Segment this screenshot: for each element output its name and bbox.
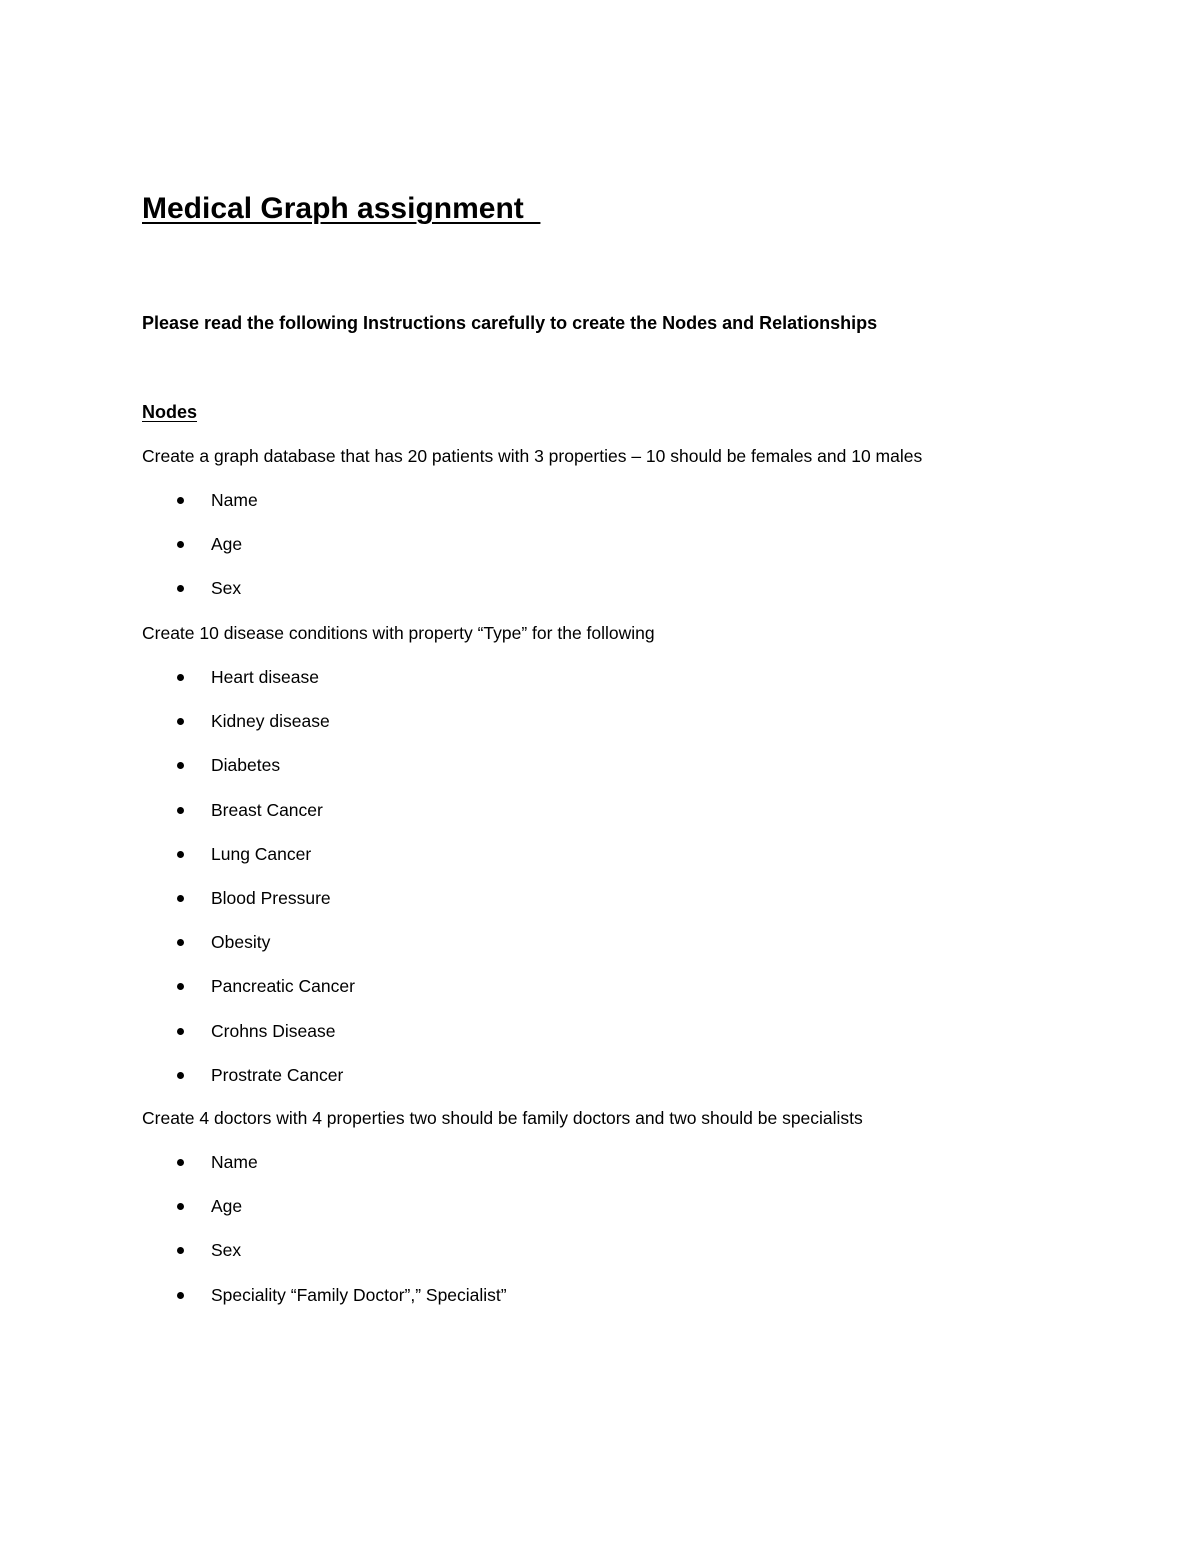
disease-item: Blood Pressure (211, 887, 331, 908)
doctor-property: Speciality “Family Doctor”,” Specialist” (211, 1284, 507, 1305)
bullet-icon (177, 895, 184, 902)
disease-item: Diabetes (211, 755, 281, 776)
disease-item: Heart disease (211, 667, 319, 687)
diseases-intro: Create 10 disease conditions with property “Type” for the following (142, 623, 655, 643)
bullet-icon (177, 718, 184, 725)
doctor-property: Name (211, 1152, 258, 1172)
bullet-icon (177, 1028, 184, 1035)
bullet-icon (177, 1159, 184, 1166)
bullet-icon (177, 983, 184, 990)
bullet-icon (177, 1247, 184, 1254)
document-title: Medical Graph assignment (142, 192, 541, 225)
disease-item: Obesity (211, 932, 271, 953)
patients-intro: Create a graph database that has 20 patients with 3 properties – 10 should be females and 10 males (142, 446, 923, 466)
bullet-icon (177, 1203, 184, 1210)
bullet-icon (177, 585, 184, 592)
section-heading-nodes: Nodes (142, 402, 198, 422)
bullet-icon (177, 939, 184, 946)
disease-item: Breast Cancer (211, 799, 323, 820)
bullet-icon (177, 541, 184, 548)
disease-item: Kidney disease (211, 711, 330, 732)
doctor-property: Sex (211, 1240, 242, 1261)
disease-item: Pancreatic Cancer (211, 976, 355, 997)
bullet-icon (177, 762, 184, 769)
patient-property: Sex (211, 578, 242, 599)
bullet-icon (177, 1292, 184, 1299)
disease-item: Prostrate Cancer (211, 1064, 344, 1085)
patient-property: Name (211, 490, 258, 510)
bullet-icon (177, 807, 184, 814)
bullet-icon (177, 674, 184, 681)
doctor-property: Age (211, 1196, 243, 1217)
disease-item: Lung Cancer (211, 843, 312, 864)
disease-item: Crohns Disease (211, 1020, 336, 1041)
bullet-icon (177, 851, 184, 858)
instructions-text: Please read the following Instructions carefully to create the Nodes and Relationships (142, 313, 878, 333)
doctors-intro: Create 4 doctors with 4 properties two should be family doctors and two should be specialists (142, 1108, 863, 1128)
bullet-icon (177, 1072, 184, 1079)
patient-property: Age (211, 534, 243, 555)
bullet-icon (177, 497, 184, 504)
